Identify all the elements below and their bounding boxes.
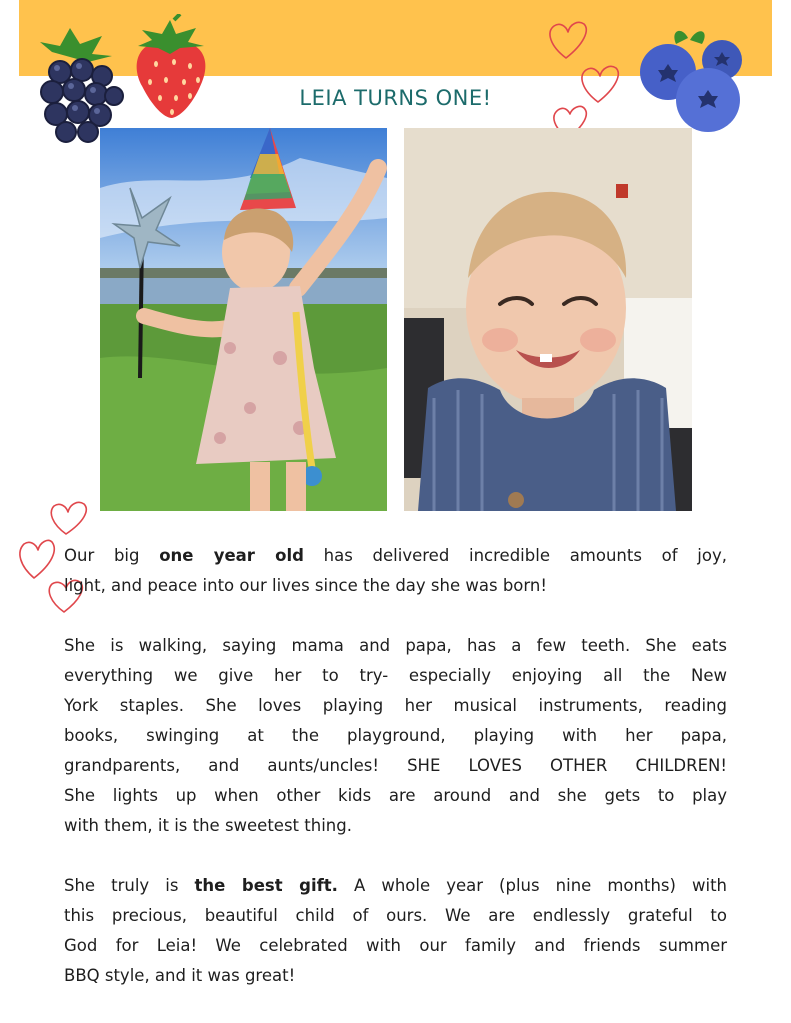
paragraph-line: this precious, beautiful child of ours. We are endlessly grateful to	[64, 906, 727, 925]
paragraph-line: God for Leia! We celebrated with our family and friends summer	[64, 936, 727, 955]
paragraph-gratitude	[64, 871, 727, 991]
paragraph-line: BBQ style, and it was great!	[64, 966, 296, 985]
paragraph-line: She lights up when other kids are around and she gets to play	[64, 786, 727, 805]
paragraph-line: with them, it is the sweetest thing.	[64, 816, 352, 835]
photo-smiling	[404, 128, 692, 511]
paragraph-line: books, swinging at the playground, playing with her papa,	[64, 726, 727, 745]
bold-phrase: the best gift.	[194, 876, 338, 895]
paragraph-line: grandparents, and aunts/uncles! SHE LOVES OTHER CHILDREN!	[64, 756, 727, 775]
page-title: LEIA TURNS ONE!	[299, 86, 492, 110]
paragraph-line: She truly is the best gift. A whole year (plus nine months) with	[64, 876, 728, 895]
bold-phrase: one year old	[159, 546, 304, 565]
paragraph-line: light, and peace into our lives since the day she was born!	[64, 576, 547, 595]
paragraph-milestones	[64, 631, 727, 841]
heart-icon	[542, 18, 624, 144]
paragraph-line: Our big one year old has delivered incredible amounts of joy,	[64, 546, 727, 565]
paragraph-line: York staples. She loves playing her musical instruments, reading	[64, 696, 727, 715]
paragraph-intro	[64, 541, 727, 601]
paragraph-line: She is walking, saying mama and papa, has a few teeth. She eats	[64, 636, 727, 655]
photo-pinwheel	[100, 128, 387, 511]
blueberry-icon	[636, 22, 748, 134]
paragraph-line: everything we give her to try- especially enjoying all the New	[64, 666, 727, 685]
